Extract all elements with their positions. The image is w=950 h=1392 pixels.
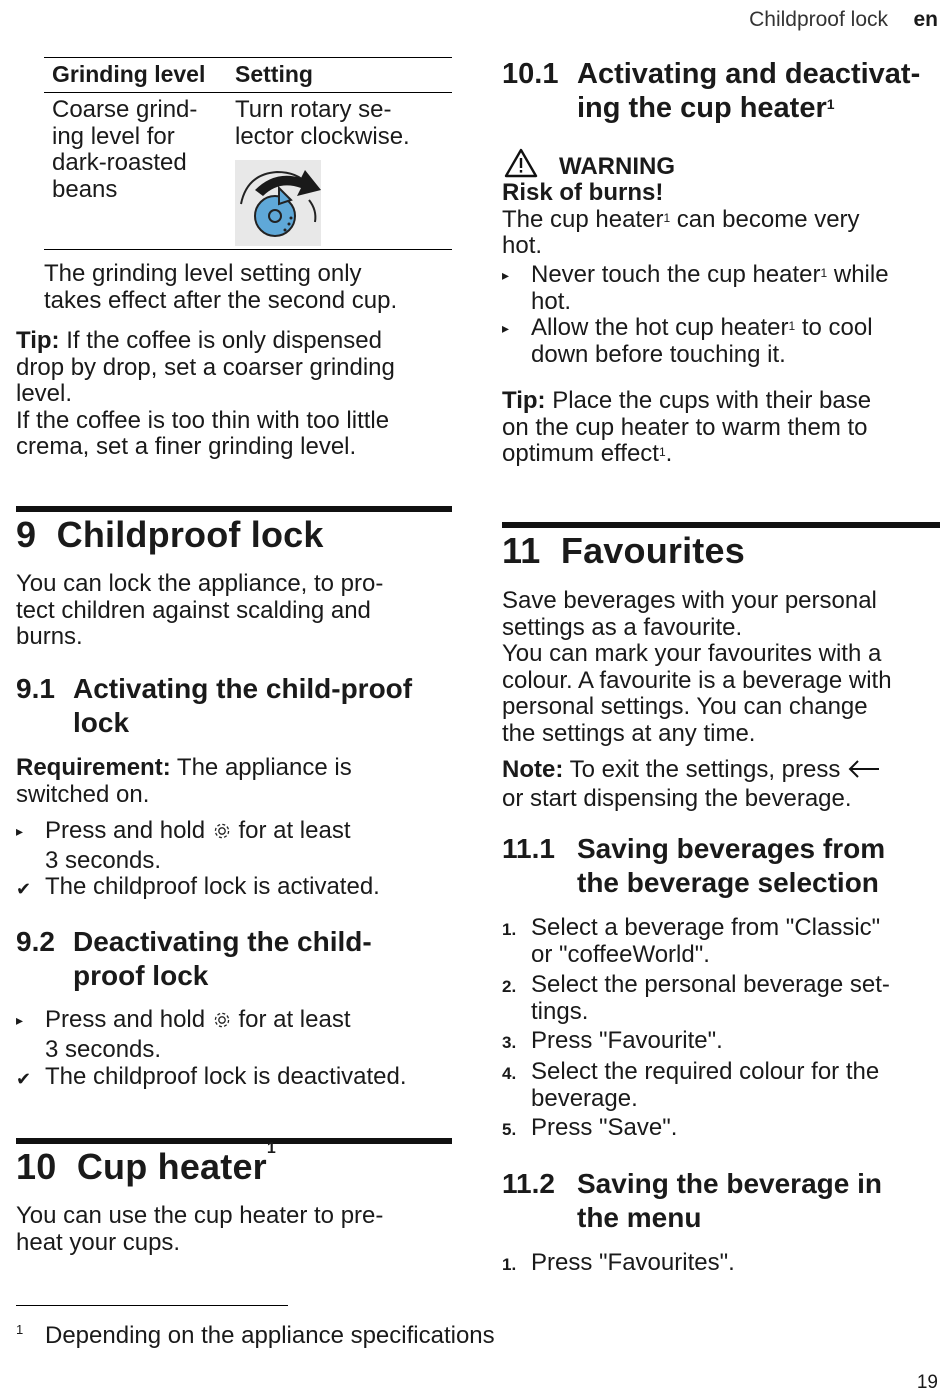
section-9-heading: 9 Childproof lock bbox=[16, 514, 324, 555]
table-header-grinding-level: Grinding level bbox=[52, 61, 206, 87]
list-item: 3. Press "Favourite". bbox=[502, 1027, 723, 1054]
section-9-rule bbox=[16, 506, 452, 512]
list-item: 4. Select the required colour for the beverage. bbox=[502, 1058, 880, 1112]
warning-bullet-1: ▸ Never touch the cup heater$^1$ while hot. bbox=[502, 261, 889, 315]
gear-icon bbox=[212, 821, 232, 848]
warning-triangle-icon bbox=[504, 148, 538, 183]
section-9-intro: You can lock the appliance, to pro- tect children against scalding and burns. bbox=[16, 570, 384, 650]
section-9-2-heading: 9.2 Deactivating the child- proof lock bbox=[16, 926, 372, 991]
table-cell-setting: Turn rotary se- lector clockwise. bbox=[235, 96, 410, 150]
rotary-selector-illustration bbox=[235, 160, 321, 246]
note-exit-settings: Note: To exit the settings, press or start dispensing the beverage. bbox=[502, 757, 942, 812]
triangle-bullet-icon: ▸ bbox=[502, 267, 510, 283]
table-bottom-rule bbox=[44, 249, 452, 250]
footnote-rule bbox=[16, 1305, 288, 1306]
section-11-1-heading: 11.1 Saving beverages from the beverage selection bbox=[502, 833, 886, 898]
result-9-2: ✔ The childproof lock is deactivated. bbox=[16, 1064, 452, 1092]
triangle-bullet-icon: ▸ bbox=[502, 320, 510, 336]
list-item: 5. Press "Save". bbox=[502, 1114, 678, 1141]
result-9-1: ✔ The childproof lock is activated. bbox=[16, 874, 452, 902]
section-10-rule bbox=[16, 1138, 452, 1144]
back-arrow-icon bbox=[847, 759, 881, 786]
step-9-1: ▸ Press and hold for at least 3 seconds. bbox=[16, 817, 351, 874]
table-top-rule bbox=[44, 57, 452, 58]
section-9-1-heading: 9.1 Activating the child-proof lock bbox=[16, 673, 413, 738]
section-11-rule bbox=[502, 522, 940, 528]
running-header-title: Childproof lock bbox=[749, 8, 888, 31]
list-item: 1. Press "Favourites". bbox=[502, 1249, 735, 1276]
list-item: 2. Select the personal beverage set- tings. bbox=[502, 971, 890, 1025]
section-11-heading: 11 Favourites bbox=[502, 530, 745, 571]
grind-note: The grinding level setting only takes effect after the second cup. bbox=[44, 260, 398, 314]
table-header-rule bbox=[44, 92, 452, 93]
tip-cup-heater: Tip: Place the cups with their base on the cup heater to warm them to optimum effect$^1$. bbox=[502, 387, 872, 467]
step-9-2: ▸ Press and hold for at least 3 seconds. bbox=[16, 1006, 351, 1063]
footnote-mark: 1 bbox=[16, 1322, 24, 1337]
list-item: 1. Select a beverage from "Classic" or "coffeeWorld". bbox=[502, 914, 881, 968]
section-11-intro: Save beverages with your personal settings as a favourite. You can mark your favourites with a colour. A favourite is a beverage with personal settings. You can change the settings at any time. bbox=[502, 587, 892, 747]
page-number: 19 bbox=[916, 1372, 938, 1392]
requirement: Requirement: The appliance is switched on. bbox=[16, 754, 352, 808]
triangle-bullet-icon: ▸ bbox=[16, 1012, 24, 1028]
running-header-lang: en bbox=[913, 8, 938, 31]
section-10-heading: 10 Cup heater$^1$ bbox=[16, 1140, 277, 1187]
check-icon: ✔ bbox=[16, 1069, 32, 1089]
warning-box: WARNING Risk of burns! The cup heater$^1$ can become very hot. bbox=[502, 148, 942, 260]
section-11-2-heading: 11.2 Saving the beverage in the menu bbox=[502, 1168, 882, 1233]
section-10-intro: You can use the cup heater to pre- heat your cups. bbox=[16, 1202, 384, 1256]
section-10-1-heading: 10.1 Activating and deactivat- ing the cup heater$^1$ bbox=[502, 58, 921, 124]
check-icon: ✔ bbox=[16, 879, 32, 899]
tip-grinding: Tip: If the coffee is only dispensed drop by drop, set a coarser grinding level. If the coffee is too thin with too little crema, set a finer grinding level. bbox=[16, 327, 395, 460]
footnote-text: Depending on the appliance specifications bbox=[45, 1322, 495, 1349]
gear-icon bbox=[212, 1010, 232, 1037]
table-cell-level: Coarse grind- ing level for dark-roasted beans bbox=[52, 96, 198, 203]
table-header-setting: Setting bbox=[235, 61, 313, 87]
triangle-bullet-icon: ▸ bbox=[16, 823, 24, 839]
warning-bullet-2: ▸ Allow the hot cup heater$^1$ to cool down before touching it. bbox=[502, 314, 873, 368]
